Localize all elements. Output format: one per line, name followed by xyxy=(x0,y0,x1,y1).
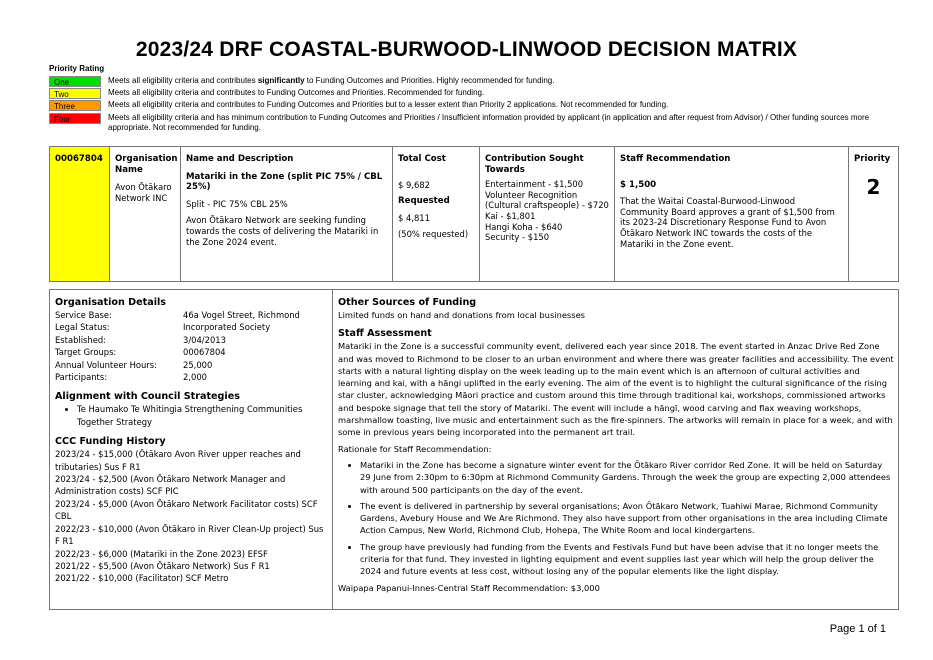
total-cost-header: Total Cost xyxy=(398,154,446,164)
priority-swatch: Three xyxy=(49,100,101,111)
requested-percent: (50% requested) xyxy=(398,229,469,240)
contribution-item: Hangi Koha - $640 xyxy=(485,221,563,232)
detail-row: Legal Status: Incorporated Society xyxy=(55,322,271,333)
rationale-item: • Matariki in the Zone has become a signature winter event for the Ōtākaro River corridor Red Zone. It will be held on Saturday 29 June from 2:30pm to 6:30pm at Richmond Community Gardens. Through the week the group are expecting 2,000 attendees with around 500 participants on the day of the event. xyxy=(360,459,895,496)
application-id-cell xyxy=(50,147,110,281)
requested-value: $ 4,811 xyxy=(398,212,430,223)
alignment-item: • Te Haumako Te Whitingia Strengthening Communities Together Strategy xyxy=(77,403,327,428)
other-board-recommendation: Waipapa Papanui-Innes-Central Staff Recommendation: $3,000 xyxy=(338,582,600,593)
priority-value: 2 xyxy=(866,174,881,199)
name-description-header: Name and Description xyxy=(186,154,294,164)
detail-row: Participants: 2,000 xyxy=(55,372,207,383)
application-id: 00067804 xyxy=(55,154,103,164)
organisation-name: Avon Ōtākaro Network INC xyxy=(115,182,172,203)
other-funding-text: Limited funds on hand and donations from local businesses xyxy=(338,310,586,320)
priority-description: Meets all eligibility criteria and contributes significantly to Funding Outcomes and Priorities. Highly recommended for funding. xyxy=(108,76,555,85)
funding-history-item: 2021/22 - $5,500 (Avon Ōtākaro Network) Sus F R1 xyxy=(55,560,270,571)
funding-history-item: 2022/23 - $10,000 (Avon Ōtākaro in River Clean-Up project) Sus F R1 xyxy=(55,523,324,547)
project-title: Matariki in the Zone (split PIC 75% / CBL 25%) xyxy=(186,171,383,193)
staff-recommendation-header: Staff Recommendation xyxy=(620,154,731,164)
decision-matrix-table xyxy=(49,146,899,282)
detail-row: Target Groups: 00067804 xyxy=(55,347,226,358)
detail-row: Annual Volunteer Hours: 25,000 xyxy=(55,359,213,370)
priority-row-three xyxy=(49,100,889,111)
rationale-label: Rationale for Staff Recommendation: xyxy=(338,443,492,454)
project-split: Split - PIC 75% CBL 25% xyxy=(186,198,288,209)
assessment-column xyxy=(333,290,900,609)
rationale-list xyxy=(338,459,895,578)
application-details-panel xyxy=(49,289,899,610)
organisation-details-column xyxy=(50,290,333,609)
staff-recommendation-cell xyxy=(615,147,849,281)
priority-row-two xyxy=(49,88,889,99)
contribution-item: Entertainment - $1,500 xyxy=(485,179,584,190)
contribution-item: Kai - $1,801 xyxy=(485,210,536,221)
requested-label: Requested xyxy=(398,196,450,207)
name-description-cell xyxy=(181,147,393,281)
priority-description: Meets all eligibility criteria and contributes to Funding Outcomes and Priorities. Recommended for funding. xyxy=(108,88,485,97)
priority-row-one xyxy=(49,76,889,87)
funding-history-item: 2023/24 - $2,500 (Avon Ōtākaro Network Manager and Administration costs) SCF PIC xyxy=(55,474,286,497)
staff-recommendation-amount: $ 1,500 xyxy=(620,179,657,190)
priority-description: Meets all eligibility criteria and has minimum contribution to Funding Outcomes and Priorities / Insufficient information provided by applicant (in application and after request from Advisor) / Other funding sources more appropriate. Not recommended for funding. xyxy=(108,113,870,132)
detail-row: Service Base: 46a Vogel Street, Richmond xyxy=(55,310,300,320)
organisation-cell xyxy=(110,147,181,281)
contribution-item: Volunteer Recognition (Cultural craftspeople) - $720 xyxy=(485,189,609,211)
priority-swatch: One xyxy=(49,76,101,87)
detail-row: Established: 3/04/2013 xyxy=(55,334,226,345)
alignment-list xyxy=(55,403,327,428)
contribution-item: Security - $150 xyxy=(485,232,550,243)
staff-recommendation-text: That the Waitai Coastal-Burwood-Linwood Community Board approves a grant of $1,500 from its 2023-24 Discretionary Response Fund to Avon Ōtākaro Network INC towards the costs of the Matariki in the Zone event. xyxy=(620,196,835,249)
other-funding-heading: Other Sources of Funding xyxy=(338,297,477,308)
total-cost-cell xyxy=(393,147,480,281)
funding-history-item: 2023/24 - $15,000 (Ōtākaro Avon River upper reaches and tributaries) Sus F R1 xyxy=(55,449,301,472)
staff-assessment-heading: Staff Assessment xyxy=(338,328,432,340)
organisation-name-header: Organisation Name xyxy=(115,154,178,175)
project-description: Avon Ōtākaro Network are seeking funding towards the costs of delivering the Matariki in the Zone 2024 event. xyxy=(186,215,379,247)
contribution-header: Contribution Sought Towards xyxy=(485,154,584,175)
funding-history-heading: CCC Funding History xyxy=(55,436,166,448)
priority-description: Meets all eligibility criteria and contributes to Funding Outcomes and Priorities but to a lesser extent than Priority 2 applications. Not recommended for funding. xyxy=(108,100,669,109)
total-cost-value: $ 9,682 xyxy=(398,179,430,190)
funding-history-item: 2022/23 - $6,000 (Matariki in the Zone 2023) EFSF xyxy=(55,548,268,559)
organisation-details-heading: Organisation Details xyxy=(55,297,166,308)
contribution-cell xyxy=(480,147,615,281)
priority-header: Priority xyxy=(854,154,891,164)
alignment-heading: Alignment with Council Strategies xyxy=(55,391,240,403)
rationale-item: • The group have previously had funding from the Events and Festivals Fund but have been advise that it no longer meets the criteria for that fund. They invested in lighting equipment and event supplies last year which will help the group deliver the 2024 and future events at less cost, without losing any of the popular elements like the light display. xyxy=(360,541,895,578)
staff-assessment-text: Matariki in the Zone is a successful community event, delivered each year since 2018. The event started in Anzac Drive Red Zone and was moved to Richmond to be closer to an urban environment and where there was greater facilities and accessibility. The event starts with a natural lighting display on the week leading up to the main event which is an afternoon of cultural activities and learning and kai, with a hāngi uplifted in the early evening. The aim of the event is to highlight the cultural significance of the rising star cluster, acknowledging Māori practice and custom around this time through traditional kai, workshops, commissioned artworks and bespoke signage that tell the story of Matariki. The event will include a hāngī, wood carving and flax weaving workshops, marshmallow toasting, live music and entertainment such as the fire-spinners. The artworks will remain in place for a week, and with some in previous years being incorporated into the permanent art trail. xyxy=(338,341,894,438)
priority-swatch: Four xyxy=(49,113,101,124)
funding-history-item: 2021/22 - $10,000 (Facilitator) SCF Metro xyxy=(55,573,229,584)
rationale-item: • The event is delivered in partnership by several organisations; Avon Ōtākaro Network, Tuahiwi Marae, Richmond Community Gardens, Avebury House and We Are Richmond. They also have support from other organisations in the area including Climate Action Campus, New World, Richmond Club, Hohepa, The White Room and local kindergartens. xyxy=(360,500,895,537)
priority-cell xyxy=(849,147,898,281)
priority-swatch: Two xyxy=(49,88,101,99)
priority-row-four xyxy=(49,113,889,135)
priority-rating-label: Priority Rating xyxy=(49,64,105,73)
page-number: Page 1 of 1 xyxy=(829,623,886,635)
page-title: 2023/24 DRF COASTAL-BURWOOD-LINWOOD DECISION MATRIX xyxy=(135,38,798,61)
funding-history-item: 2023/24 - $5,000 (Avon Ōtākaro Network Facilitator costs) SCF CBL xyxy=(55,498,318,522)
